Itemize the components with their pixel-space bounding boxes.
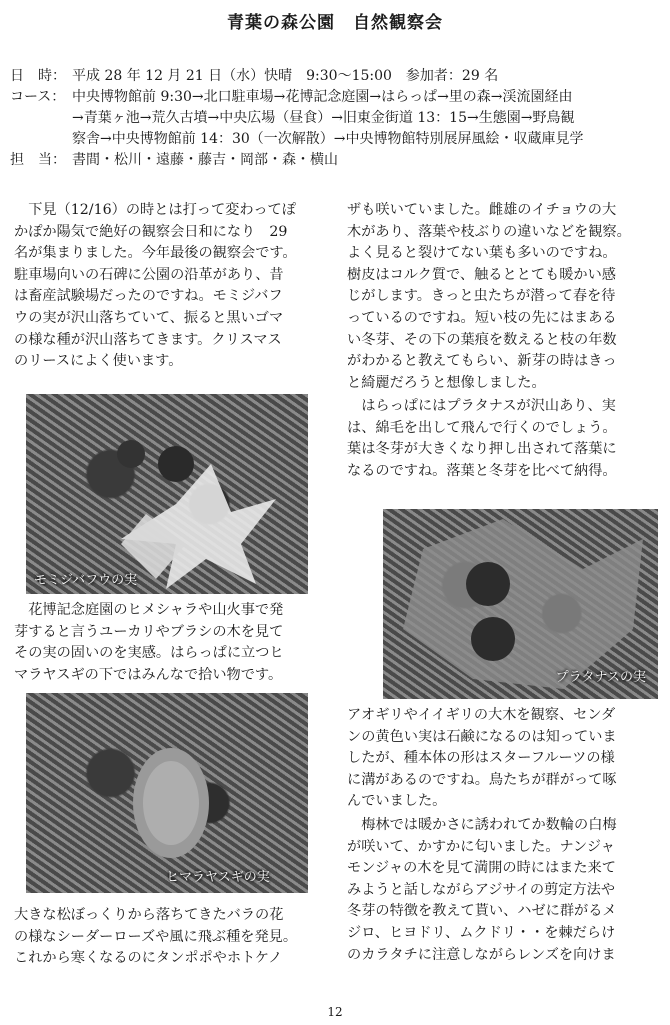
photo-caption: ヒマラヤスギの実 — [166, 870, 270, 885]
text-line: んでいました。 — [347, 793, 447, 810]
text-line: 駐車場向いの石碑に公園の沿革があり、昔 — [14, 266, 284, 283]
staff-row — [10, 150, 660, 171]
text-line: がわかると教えてもらい、新芽の時はきっ — [347, 353, 617, 370]
text-line: かぽか陽気で絶好の観察会日和になり 29 — [14, 223, 288, 240]
text-line: みようと話しながらアジサイの剪定方法や — [347, 881, 616, 898]
left-paragraph-2 — [14, 600, 330, 686]
course-line: 中央博物館前 9:30→北口駐車場→花博記念庭園→はらっぱ→里の森→渓流園経由 — [72, 89, 573, 105]
photo-caption: モミジバフウの実 — [34, 573, 138, 588]
text-line: なるのですね。落葉と冬芽を比べて納得。 — [347, 462, 617, 479]
text-line: 下見（12/16）の時とは打って変わってぽ — [14, 202, 296, 218]
right-paragraph-4 — [347, 815, 663, 966]
text-line: ザも咲いていました。雌雄のイチョウの大 — [347, 202, 617, 218]
text-line: はらっぱにはプラタナスが沢山あり、実 — [347, 398, 616, 414]
text-line: のリースによく使います。 — [14, 353, 183, 370]
text-line: モンジャの木を見て満開の時にはまた来て — [347, 860, 616, 877]
left-paragraph-3 — [14, 905, 330, 970]
text-line: のカラタチに注意しながらレンズを向けま — [347, 946, 616, 963]
date-value: 平成 28 年 12 月 21 日（水）快晴 9:30〜15:00 参加者：29 名 — [72, 68, 499, 84]
course-row — [10, 87, 660, 150]
photo-momijibafu-fruit — [26, 394, 308, 594]
photo-himalayan-cedar-cone — [26, 693, 308, 893]
text-line: これから寒くなるのにタンポポやホトケノ — [14, 950, 283, 967]
text-line: が咲いて、かすかに匂いました。ナンジャ — [347, 838, 615, 855]
photo-platanus-fruit — [383, 509, 658, 699]
text-line: その実の固いのを実感。はらっぱに立つヒ — [14, 645, 284, 662]
text-line: っているのですね。短い枝の先にはまある — [347, 309, 617, 326]
text-line: 冬芽の特徴を教えて貰い、ハゼに群がるメ — [347, 903, 617, 920]
date-label: 日 時： — [10, 68, 66, 84]
text-line: い冬芽、その下の葉痕を数えると枝の年数 — [347, 331, 617, 348]
cone-illustration — [26, 693, 308, 893]
page-title: 青葉の森公園 自然観察会 — [227, 13, 443, 33]
text-line: 木があり、落葉や枝ぶりの違いなどを観察。 — [347, 223, 631, 240]
text-line: 花博記念庭園のヒメシャラや山火事で発 — [14, 602, 284, 618]
text-line: と綺麗だろうと想像しました。 — [347, 374, 546, 391]
staff-label: 担 当： — [10, 152, 66, 168]
text-line: は畜産試験場だったのですね。モミジバフ — [14, 288, 283, 305]
text-line: 大きな松ぼっくりから落ちてきたバラの花 — [14, 907, 284, 923]
staff-value: 書間・松川・遠藤・藤吉・岡部・森・横山 — [72, 152, 338, 168]
right-paragraph-3 — [347, 705, 663, 813]
text-line: の様なシーダーローズや風に飛ぶ種を発見。 — [14, 928, 298, 945]
text-line: じがします。きっと虫たちが潜って春を待 — [347, 288, 616, 305]
text-line: 梅林では暖かさに誘われてか数輪の白梅 — [347, 817, 617, 833]
course-value — [72, 87, 660, 150]
text-line: よく見ると裂けてない葉も多いのですね。 — [347, 245, 617, 262]
text-line: 樹皮はコルク質で、触るととても暖かい感 — [347, 266, 616, 283]
date-row — [10, 66, 660, 87]
event-info — [10, 66, 660, 171]
text-line: ンの黄色い実は石鹸になるのは知っていま — [347, 728, 617, 745]
text-line: に溝があるのですね。鳥たちが群がって啄 — [347, 771, 617, 788]
text-line: したが、種本体の形はスターフルーツの様 — [347, 750, 615, 767]
text-line: 名が集まりました。今年最後の観察会です。 — [14, 245, 297, 262]
text-line: ウの実が沢山落ちていて、振ると黒いゴマ — [14, 309, 284, 326]
text-line: マラヤスギの下ではみんなで拾い物です。 — [14, 666, 283, 683]
text-line: は、綿毛を出して飛んで行くのでしょう。 — [347, 419, 617, 436]
text-line: アオギリやイイギリの大木を観察、センダ — [347, 707, 616, 723]
course-line: →青葉ヶ池→荒久古墳→中央広場（昼食）→旧東金街道 13：15→生態園→野鳥観 — [72, 110, 575, 126]
right-paragraph-1 — [347, 200, 663, 394]
leaf-illustration — [26, 394, 308, 594]
text-line: 芽すると言うユーカリやブラシの木を見て — [14, 623, 284, 640]
text-line: の様な種が沢山落ちてきます。クリスマス — [14, 331, 282, 348]
text-line: ジロ、ヒヨドリ、ムクドリ・・を棘だらけ — [347, 924, 616, 941]
page-number: 12 — [327, 1005, 343, 1019]
left-paragraph-1 — [14, 200, 330, 373]
photo-caption: プラタナスの実 — [555, 670, 646, 685]
course-line: 察舎→中央博物館前 14：30（一次解散）→中央博物館特別展屏風絵・収蔵庫見学 — [72, 131, 584, 147]
course-label: コース： — [10, 89, 66, 105]
right-paragraph-2 — [347, 396, 663, 482]
text-line: 葉は冬芽が大きくなり押し出されて落葉に — [347, 441, 617, 458]
